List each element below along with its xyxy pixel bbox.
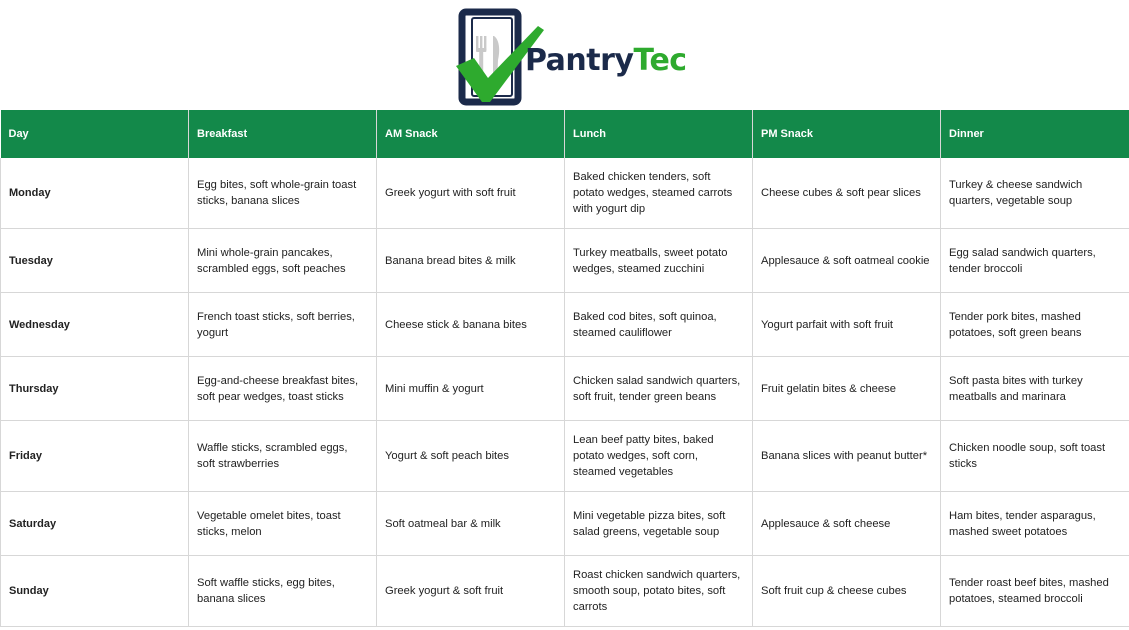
- brand-wordmark: [525, 43, 687, 78]
- lunch-cell: Chicken salad sandwich quarters, soft fruit, tender green beans: [565, 357, 753, 421]
- column-header-pm-snack: PM Snack: [753, 110, 941, 158]
- table-row: [1, 158, 1129, 229]
- pm-snack-cell: Fruit gelatin bites & cheese: [753, 357, 941, 421]
- breakfast-cell: French toast sticks, soft berries, yogurt: [189, 293, 377, 357]
- dinner-cell: Soft pasta bites with turkey meatballs and marinara: [941, 357, 1129, 421]
- day-cell: Monday: [1, 158, 189, 229]
- pm-snack-cell: Soft fruit cup & cheese cubes: [753, 556, 941, 627]
- table-row: [1, 357, 1129, 421]
- lunch-cell: Roast chicken sandwich quarters, smooth soup, potato bites, soft carrots: [565, 556, 753, 627]
- breakfast-cell: Egg bites, soft whole-grain toast sticks, banana slices: [189, 158, 377, 229]
- am-snack-cell: Banana bread bites & milk: [377, 229, 565, 293]
- column-header-am-snack: AM Snack: [377, 110, 565, 158]
- brand-wordmark-pantry: Pantry: [525, 43, 634, 78]
- breakfast-cell: Soft waffle sticks, egg bites, banana slices: [189, 556, 377, 627]
- am-snack-cell: Mini muffin & yogurt: [377, 357, 565, 421]
- lunch-cell: Baked cod bites, soft quinoa, steamed cauliflower: [565, 293, 753, 357]
- day-cell: Saturday: [1, 492, 189, 556]
- dinner-cell: Chicken noodle soup, soft toast sticks: [941, 421, 1129, 492]
- breakfast-cell: Waffle sticks, scrambled eggs, soft strawberries: [189, 421, 377, 492]
- day-cell: Sunday: [1, 556, 189, 627]
- day-cell: Friday: [1, 421, 189, 492]
- lunch-cell: Lean beef patty bites, baked potato wedges, soft corn, steamed vegetables: [565, 421, 753, 492]
- pm-snack-cell: Banana slices with peanut butter*: [753, 421, 941, 492]
- breakfast-cell: Mini whole-grain pancakes, scrambled eggs, soft peaches: [189, 229, 377, 293]
- am-snack-cell: Greek yogurt with soft fruit: [377, 158, 565, 229]
- pm-snack-cell: Applesauce & soft oatmeal cookie: [753, 229, 941, 293]
- day-cell: Thursday: [1, 357, 189, 421]
- am-snack-cell: Cheese stick & banana bites: [377, 293, 565, 357]
- dinner-cell: Tender roast beef bites, mashed potatoes, steamed broccoli: [941, 556, 1129, 627]
- lunch-cell: Mini vegetable pizza bites, soft salad greens, vegetable soup: [565, 492, 753, 556]
- am-snack-cell: Soft oatmeal bar & milk: [377, 492, 565, 556]
- pm-snack-cell: Yogurt parfait with soft fruit: [753, 293, 941, 357]
- table-header-row: [1, 110, 1129, 158]
- table-row: [1, 293, 1129, 357]
- lunch-cell: Baked chicken tenders, soft potato wedges, steamed carrots with yogurt dip: [565, 158, 753, 229]
- brand-header: [0, 0, 1129, 110]
- dinner-cell: Egg salad sandwich quarters, tender broccoli: [941, 229, 1129, 293]
- weekly-meal-plan-table: [0, 110, 1129, 627]
- pm-snack-cell: Cheese cubes & soft pear slices: [753, 158, 941, 229]
- brand-wordmark-tec: Tec: [633, 43, 687, 78]
- dinner-cell: Ham bites, tender asparagus, mashed sweet potatoes: [941, 492, 1129, 556]
- day-cell: Tuesday: [1, 229, 189, 293]
- column-header-dinner: Dinner: [941, 110, 1129, 158]
- lunch-cell: Turkey meatballs, sweet potato wedges, steamed zucchini: [565, 229, 753, 293]
- column-header-breakfast: Breakfast: [189, 110, 377, 158]
- breakfast-cell: Egg-and-cheese breakfast bites, soft pear wedges, toast sticks: [189, 357, 377, 421]
- column-header-day: Day: [1, 110, 189, 158]
- pm-snack-cell: Applesauce & soft cheese: [753, 492, 941, 556]
- column-header-lunch: Lunch: [565, 110, 753, 158]
- table-row: [1, 556, 1129, 627]
- dinner-cell: Turkey & cheese sandwich quarters, vegetable soup: [941, 158, 1129, 229]
- table-row: [1, 229, 1129, 293]
- dinner-cell: Tender pork bites, mashed potatoes, soft green beans: [941, 293, 1129, 357]
- am-snack-cell: Yogurt & soft peach bites: [377, 421, 565, 492]
- am-snack-cell: Greek yogurt & soft fruit: [377, 556, 565, 627]
- table-row: [1, 421, 1129, 492]
- day-cell: Wednesday: [1, 293, 189, 357]
- table-row: [1, 492, 1129, 556]
- breakfast-cell: Vegetable omelet bites, toast sticks, melon: [189, 492, 377, 556]
